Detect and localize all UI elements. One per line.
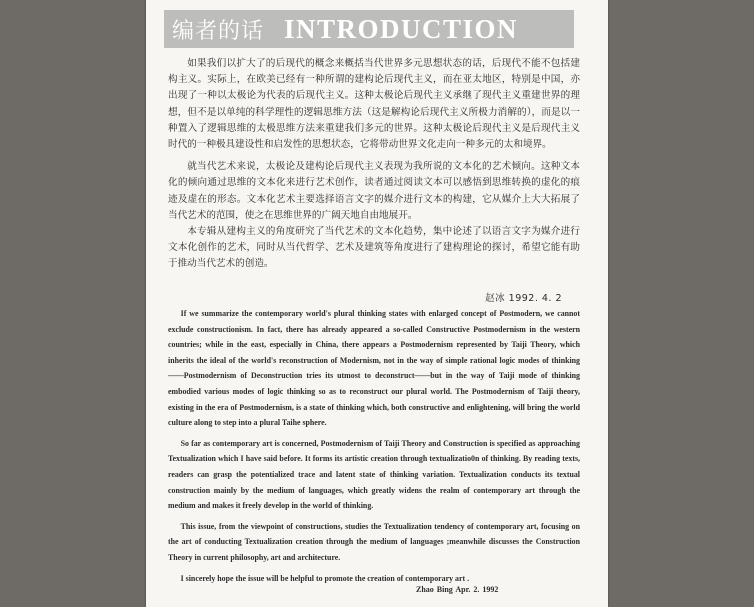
english-paragraph-2: So far as contemporary art is concerned, Postmodernism of Taiji Theory and Construction is specified as approaching Textualization which I have said before. It forms its artistic creation through textualizatio0n of thinking. By reading texts, readers can grasp the potentialized trace and latent state of thinking variation. Textualization conducts its textual construction mainly by the medium of languages, which greatly widens the realm of contemporary art through the medium and makes it freely develop in the world of thinking.	[168, 438, 580, 511]
title-chinese: 编者的话	[172, 18, 265, 44]
english-paragraph-3: This issue, from the viewpoint of constructions, studies the Textualization tendency of contemporary art, focusing on the art of conducting Textualization creation through the medium of languages ;meanwhile discusses the Construction Theory in current philosophy, art and architecture.	[168, 521, 580, 562]
chinese-paragraph-1: 如果我们以扩大了的后现代的概念来概括当代世界多元思想状态的话，后现代不能不包括建构主义。实际上，在欧美已经有一种所谓的建构论后现代主义，而在亚太地区，特别是中国，亦出现了一种以太极论为代表的后现代主义。这种太极论后现代主义承继了现代主义重建世界的理想，但不是以单纯的科学理性的逻辑思维方法（这是解构论后现代主义所极力消解的），而是以一种置入了逻辑思维的太极思维方法来重建我们多元的世界。这种太极论后现代主义是后现代主义时代的一种极具建设性和启发性的思想状态，它将带动世界文化走向一种多元的太和境界。	[168, 58, 580, 151]
english-paragraph-4: I sincerely hope the issue will be helpful to promote the creation of contemporary art .	[180, 573, 470, 583]
title-banner	[164, 10, 574, 48]
chinese-paragraph-3: 本专辑从建构主义的角度研究了当代艺术的文本化趋势，集中论述了以语言文字为媒介进行文本化创作的艺术，同时从当代哲学、艺术及建筑等角度进行了建构理论的探讨，希望它能有助于推动当代艺术的创造。	[168, 226, 580, 270]
title-english: INTRODUCTION	[284, 13, 519, 44]
english-text-block	[168, 306, 580, 586]
chinese-text-block	[168, 56, 580, 273]
chinese-signature: 赵冰 1992. 4. 2	[485, 293, 562, 304]
chinese-paragraph-2: 就当代艺术来说，太极论及建构论后现代主义表现为我所说的文本化的艺术倾向。这种文本化的倾向通过思维的文本化来进行艺术创作，读者通过阅读文本可以感悟到思维转换的虚化的痕迹及虚在的形态。文本化艺术主要选择语言文字的媒介进行文本的构建，它从媒介上大大拓展了当代艺术的范围，使之在思维世界的广阔天地自由地展开。	[168, 161, 580, 221]
document-page	[146, 0, 608, 607]
english-paragraph-1: If we summarize the contemporary world's plural thinking states with enlarged concept of Postmodern, we cannot exclude constructionism. In fact, there has already appeared a so-called Constructive Postmodernism in the western countries; while in the east, especially in China, there appears a Postmodernism represented by Taiji Theory, which inherits the ideal of the world's reconstruction of Modernism, not in the way of simple rational logic modes of thinking——Postmodernism of Deconstruction tries its utmost to deconstruct——but in the way of Taiji mode of thinking embodied various modes of logic thinking so as to reconstruct our plural world. The Postmodernism of Taiji theory, existing in the era of Postmodernism, is a state of thinking which, both constructive and enlightening, will bring the world culture along to step into a plural Taihe sphere.	[168, 309, 580, 428]
english-signature: Zhao Bing Apr. 2. 1992	[416, 585, 499, 594]
